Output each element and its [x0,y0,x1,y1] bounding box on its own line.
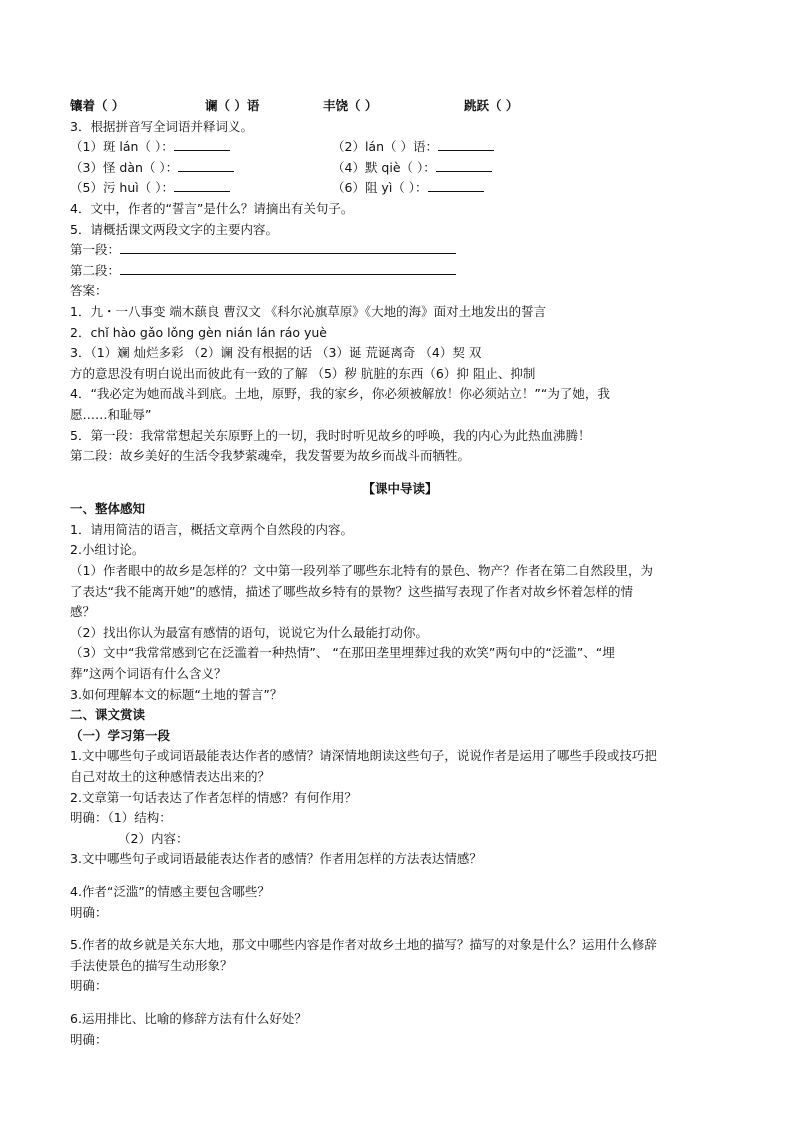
q5-label-1: 第一段： [70,242,121,258]
part1-line-3b: 了表达“我不能离开她”的感情，描述了哪些故乡特有的景物？这些描写表现了作者对故乡怀着怎样的情 [70,583,633,599]
answer-line[interactable] [120,240,456,254]
answer-5-line-2: 第二段：故乡美好的生活令我梦萦魂牵，我发誓要为故乡而战斗而牺牲。 [70,448,471,464]
part2-q6-answer: 明确： [70,1031,108,1047]
q3-item-5: （5）污 huì（ ）： [70,180,174,196]
q3-title: 3．根据拼音写全词语并释词义。 [70,118,253,134]
answer-blank[interactable] [174,137,230,151]
answer-line[interactable] [120,261,456,275]
part1-line-3a: （1）作者眼中的故乡是怎样的？文中第一段列举了哪些东北特有的景色、物产？作者在第二自然段里，为 [70,563,653,579]
part2-q5-line-a: 5.作者的故乡就是关东大地，那文中哪些内容是作者对故乡土地的描写？描写的对象是什么？运用什么修辞 [70,937,657,953]
vocab-row [70,96,730,117]
q3-item-4: （4）默 qiè（ ）： [332,159,436,175]
part1-line-1: 1．请用简洁的语言，概括文章两个自然段的内容。 [70,521,353,537]
vocab-item-4: 跳跃（ ） [464,98,519,113]
part2-q4-answer: 明确： [70,904,108,920]
q4-text: 4．文中，作者的“誓言”是什么？请摘出有关句子。 [70,200,354,216]
q5-paragraph-2 [70,261,730,282]
q5-title: 5．请概括课文两段文字的主要内容。 [70,221,278,237]
q3-row-1 [70,137,730,158]
q5-paragraph-1 [70,240,730,261]
part1-line-5b: 葬”这两个词语有什么含义？ [70,666,227,682]
worksheet-page [70,96,730,1050]
vocab-item-2: 谰（ ）语 [205,98,260,113]
answer-3-line-1: 3．（1）斓 灿烂多彩 （2）谰 没有根据的话 （3）诞 荒诞离奇 （4）契 双 [70,345,482,361]
answer-4-line-2: 愿……和耻辱” [70,406,152,422]
part2-q6: 6.运用排比、比喻的修辞方法有什么好处？ [70,1010,307,1026]
part2-q5-answer: 明确： [70,978,108,994]
answer-2: 2．chǐ hào gǎo lǒng gèn nián lán ráo yuè [70,324,327,340]
answer-5-line-1: 5．第一段：我常常想起关东原野上的一切，我时时听见故乡的呼唤，我的内心为此热血沸腾！ [70,427,591,443]
part1-heading: 一、整体感知 [70,501,146,517]
part1-line-2: 2.小组讨论。 [70,542,145,558]
answer-4-line-1: 4．“我必定为她而战斗到底。土地，原野，我的家乡，你必须被解放！你必须站立！”“为了她，我 [70,386,610,402]
answer-blank[interactable] [178,158,234,172]
part2-q1-line-a: 1.文中哪些句子或词语最能表达作者的感情？请深情地朗读这些句子，说说作者是运用了哪些手段或技巧把 [70,748,657,764]
answer-blank[interactable] [438,137,494,151]
part2-q2: 2.文章第一句话表达了作者怎样的情感？有何作用？ [70,789,357,805]
part2-heading: 二、课文赏读 [70,707,146,723]
q3-row-2 [70,158,730,179]
part2-q2-answer-2: （2）内容： [118,830,189,846]
part2-subheading: （一）学习第一段 [70,727,171,743]
part2-q3: 3.文中哪些句子或词语最能表达作者的感情？作者用怎样的方法表达情感？ [70,851,482,867]
part1-line-6: 3.如何理解本文的标题“土地的誓言”？ [70,686,283,702]
part1-line-5a: （3）文中“我常常感到它在泛滥着一种热情”、 “在那田垄里埋葬过我的欢笑”两句中的“泛滥”、“埋 [70,645,615,661]
part1-line-4: （2）找出你认为最富有感情的语句，说说它为什么最能打动你。 [70,624,428,640]
answer-blank[interactable] [436,158,492,172]
q3-row-3 [70,178,730,199]
q5-label-2: 第二段： [70,262,121,278]
part2-q4: 4.作者“泛滥”的情感主要包含哪些？ [70,883,270,899]
vocab-item-3: 丰饶（ ） [323,98,378,113]
vocab-item-1: 镶着（ ） [70,98,125,113]
answers-label: 答案： [70,283,108,299]
q3-item-2: （2）lán（ ）语： [332,139,438,155]
answer-1: 1．九・一八事变 端木蕻良 曹汉文 《科尔沁旗草原》《大地的海》面对土地发出的誓言 [70,303,547,319]
section-title: 【课中导读】 [362,480,438,496]
part2-q5-line-b: 手法使景色的描写生动形象？ [70,957,233,973]
answer-blank[interactable] [174,178,230,192]
part2-q2-answer-1: 明确：（1）结构： [70,810,172,826]
part2-q1-line-b: 自己对故土的这种感情表达出来的？ [70,769,271,784]
q3-item-3: （3）怪 dàn（ ）： [70,159,179,175]
q3-item-1: （1）斑 lán（ ）： [70,139,174,155]
answer-3-line-2: 方的意思没有明白说出而彼此有一致的了解 （5）秽 肮脏的东西（6）抑 阻止、抑制 [70,365,536,381]
q3-item-6: （6）阻 yì（ ）： [332,180,428,196]
answer-blank[interactable] [428,178,484,192]
part1-line-3c: 感？ [70,604,96,620]
